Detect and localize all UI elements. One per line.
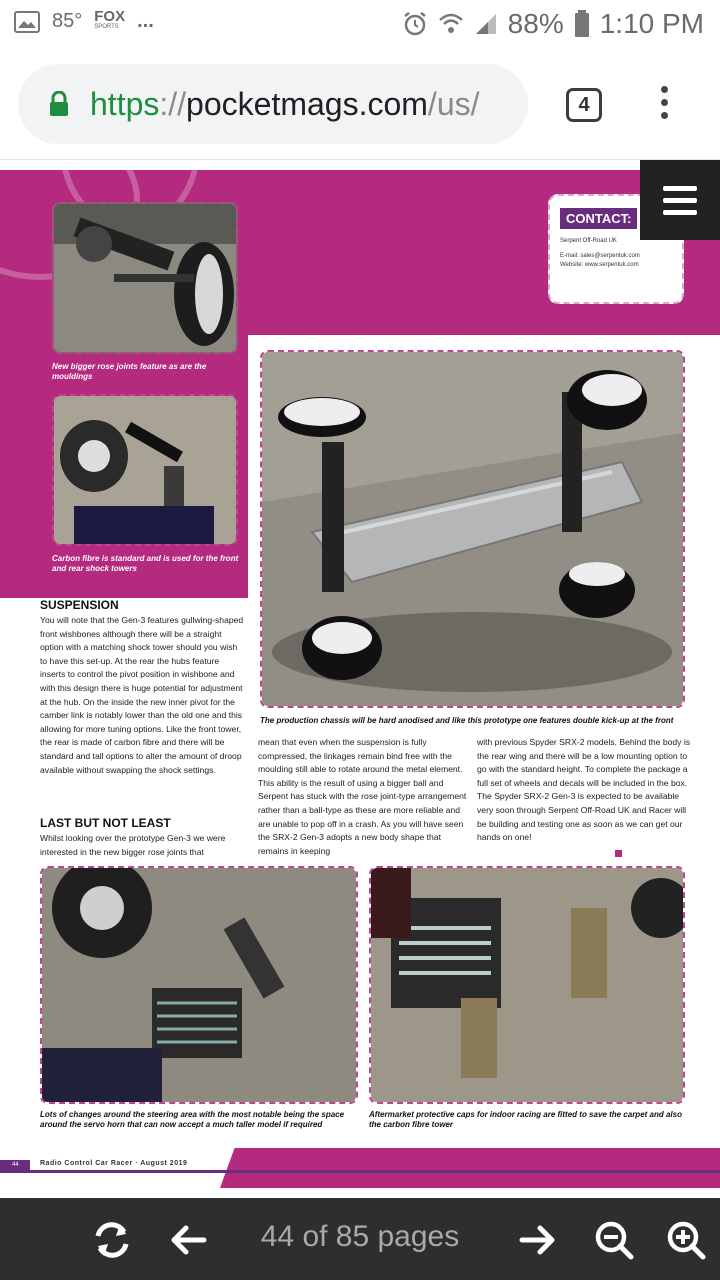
contact-company: Serpent Off-Road UK <box>560 238 617 244</box>
caption-production-chassis: The production chassis will be hard anodised and like this prototype one features double kick-up at the front <box>260 716 674 725</box>
fox-sports-logo: FOX SPORTS <box>94 7 126 30</box>
zoom-in-icon[interactable] <box>664 1218 708 1262</box>
browser-toolbar <box>0 50 720 160</box>
footer-title: Radio Control Car Racer · August 2019 <box>40 1160 188 1167</box>
url-host: pocketmags.com <box>186 85 428 122</box>
magazine-page[interactable] <box>0 160 720 1198</box>
status-bar <box>0 0 720 50</box>
caption-protective-caps: Aftermarket protective caps for indoor racing are fitted to save the carpet and also the carbon fibre tower <box>369 1110 682 1129</box>
photo-carbon-towers <box>52 394 238 546</box>
previous-page-icon[interactable] <box>166 1218 210 1262</box>
battery-percent: 88% <box>507 8 564 39</box>
battery-icon <box>574 10 590 38</box>
caption-carbon-towers: Carbon fibre is standard and is used for the front and rear shock towers <box>52 554 239 573</box>
photo-protective-caps <box>369 866 685 1104</box>
temperature: 85° <box>52 10 83 32</box>
caption-steering-area: Lots of changes around the steering area with the most notable being the space around the servo horn that can now accept a much taller model if required <box>40 1110 345 1129</box>
suspension-paragraph: You will note that the Gen-3 features gullwing-shaped front wishbones although there will be a straight option with a matching shock tower should you wish to have this set-up. At the rear the hubs feature inserts to control the pivot position in wishbone and with this design there is huge potential for adjustment at the hub. On the inside the new inner pivot for the camber link is notably lower than the old one and this allowing for more tuning options. Like the front tower, the rear is made of carbon fibre and there will be standard and tall options to alter the amount of droop available without swapping the shock settings. <box>40 615 244 775</box>
photo-production-chassis <box>260 350 685 708</box>
url-scheme: https <box>90 85 160 122</box>
contact-title: CONTACT: <box>560 208 637 229</box>
next-page-icon[interactable] <box>516 1218 560 1262</box>
footer-magenta-band <box>220 1148 720 1188</box>
signal-icon <box>474 12 498 36</box>
address-bar[interactable] <box>18 64 528 144</box>
page-number: 44 <box>0 1160 30 1170</box>
photo-steering-area <box>40 866 358 1104</box>
overflow-menu-icon[interactable] <box>656 86 672 126</box>
lock-icon <box>48 91 70 117</box>
last-paragraph: Whilst looking over the prototype Gen-3 we were interested in the new bigger rose joints that <box>40 833 226 857</box>
zoom-out-icon[interactable] <box>592 1218 636 1262</box>
reader-toolbar <box>0 1198 720 1280</box>
column-3-text: with previous Spyder SRX-2 models. Behind the body is the rear wing and there will be a low mounting option to go with the standard height. To complete the package a full set of wheels and decals will be included in the box. The Spyder SRX-2 Gen-3 is expected to be available very soon through Serpent Off-Road UK and Racer will be building and testing one as soon as we can get our hands on one! <box>477 737 691 843</box>
column-2-text: mean that even when the suspension is fully compressed, the linkages remain bind free with the moulding still able to rotate around the metal element. This ability is the result of using a bigger ball and Serpent has stuck with the rose joint-type arrangement rather than a ball-type as these are more reliable and are unable to pop off in a crash. As you will have seen the SRX-2 Gen-3 adopts a new body shape that remains in keeping <box>258 737 467 856</box>
end-mark <box>615 850 622 857</box>
contact-website: Website: www.serpentuk.com <box>560 262 639 268</box>
footer-line <box>0 1170 720 1173</box>
contact-email: E-mail: sales@serpentuk.com <box>560 253 640 259</box>
clock: 1:10 PM <box>599 8 704 39</box>
photo-rose-joints <box>52 202 238 354</box>
heading-last-but-not-least: LAST BUT NOT LEAST <box>40 816 171 830</box>
reader-menu-button[interactable] <box>640 160 720 240</box>
tab-switcher-button[interactable]: 4 <box>566 88 602 122</box>
alarm-icon <box>402 11 428 37</box>
heading-suspension: SUSPENSION <box>40 598 119 612</box>
url-path: /us/ <box>427 85 480 122</box>
wifi-icon <box>438 12 464 36</box>
gallery-icon <box>14 11 40 33</box>
page-indicator: 44 of 85 pages <box>260 1220 460 1253</box>
refresh-icon[interactable] <box>90 1218 134 1262</box>
more-notifications: ... <box>137 10 154 32</box>
caption-rose-joints: New bigger rose joints feature as are the mouldings <box>52 362 207 381</box>
url-separator: :// <box>159 85 187 122</box>
